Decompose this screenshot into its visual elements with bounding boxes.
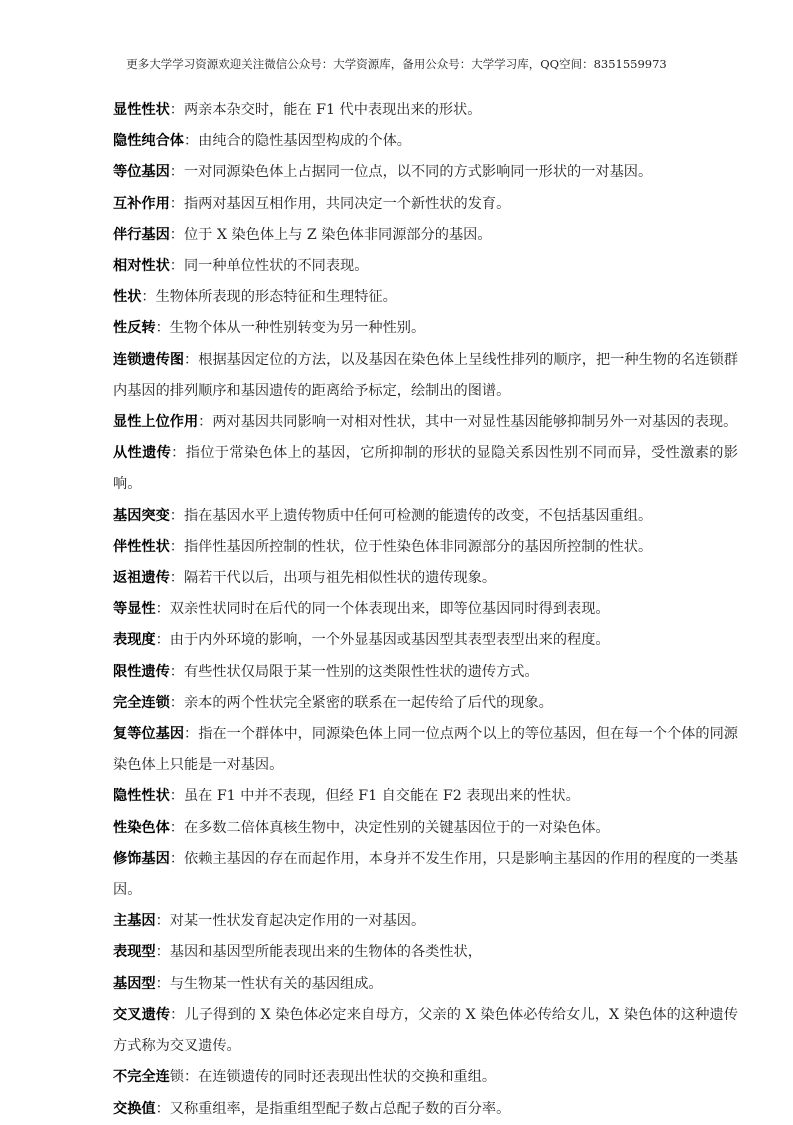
glossary-entry — [113, 282, 738, 313]
glossary-term: 主基因 — [113, 913, 156, 930]
glossary-term: 交换值 — [113, 1100, 156, 1117]
glossary-definition: ：基因和基因型所能表现出来的生物体的各类性状， — [155, 944, 482, 961]
glossary-term: 返祖遗传 — [113, 570, 170, 587]
glossary-term: 显性上位作用 — [113, 414, 199, 431]
glossary-entry — [113, 126, 738, 157]
glossary-term: 相对性状 — [113, 258, 170, 275]
glossary-definition: ：亲本的两个性状完全紧密的联系在一起传给了后代的现象。 — [169, 694, 553, 711]
glossary-definition: ：由于内外环境的影响，一个外显基因或基因型其表型表型出来的程度。 — [155, 632, 610, 649]
glossary-term: 伴性性状 — [113, 538, 170, 555]
glossary-entry — [113, 407, 738, 438]
glossary-term: 修饰基因 — [113, 850, 170, 867]
glossary-entry — [113, 501, 738, 532]
glossary-term: 表现型 — [113, 944, 156, 961]
glossary-term: 连锁遗传图 — [113, 351, 185, 368]
glossary-entry — [113, 251, 738, 282]
glossary-entry — [113, 563, 738, 594]
glossary-entry — [113, 594, 738, 625]
glossary-term: 交叉遗传 — [113, 1006, 171, 1023]
glossary-entry — [113, 937, 738, 968]
glossary-entry — [113, 157, 738, 188]
glossary-term: 基因型 — [113, 975, 156, 992]
glossary-definition: ：在多数二倍体真核生物中，决定性别的关键基因位于的一对染色体。 — [169, 819, 610, 836]
glossary-term: 互补作用 — [113, 195, 170, 212]
glossary-term: 从性遗传 — [113, 445, 172, 462]
glossary-entry — [113, 781, 738, 812]
glossary-definition: ：两亲本杂交时，能在 F1 代中表现出来的形状。 — [169, 102, 482, 118]
glossary-definition: ：位于 X 染色体上与 Z 染色体非同源部分的基因。 — [169, 226, 492, 243]
glossary-definition: ：由纯合的隐性基因型构成的个体。 — [183, 133, 411, 150]
glossary-entry — [113, 844, 738, 906]
glossary-entry — [113, 657, 738, 688]
glossary-entry — [113, 719, 738, 781]
glossary-term: 复等位基因 — [113, 726, 185, 743]
glossary-entry — [113, 625, 738, 656]
glossary-term: 表现度 — [113, 632, 156, 649]
glossary-definition: ：有些性状仅局限于某一性别的这类限性性状的遗传方式。 — [169, 663, 539, 680]
glossary-definition: ：隔若干代以后，出项与祖先相似性状的遗传现象。 — [169, 570, 497, 587]
glossary-entry — [113, 438, 738, 500]
glossary-entry — [113, 1000, 738, 1062]
glossary-definition: ：两对基因共同影响一对相对性状，其中一对显性基因能够抑制另外一对基因的表现。 — [198, 414, 738, 431]
glossary-definition: ：一对同源染色体上占据同一位点，以不同的方式影响同一形状的一对基因。 — [169, 164, 653, 181]
glossary-term: 完全连锁 — [113, 694, 170, 711]
glossary-term: 性反转 — [113, 320, 156, 337]
glossary-entry — [113, 906, 738, 937]
glossary-entry — [113, 220, 738, 251]
glossary-term: 性状 — [113, 289, 142, 306]
glossary-entry — [113, 813, 738, 844]
glossary-definition: ：同一种单位性状的不同表现。 — [169, 258, 369, 275]
glossary-term: 显性性状 — [113, 102, 170, 118]
glossary-definition: ：指位于常染色体上的基因，它所抑制的形状的显隐关系因性别不同而异，受性激素的影响。 — [113, 445, 738, 493]
glossary-definition: 锁：在连锁遗传的同时还表现出性状的交换和重组。 — [169, 1069, 497, 1086]
glossary-definition: ：依赖主基因的存在而起作用，本身并不发生作用，只是影响主基因的作用的程度的一类基因。 — [113, 850, 738, 899]
glossary-definition: ：生物个体从一种性别转变为另一种性别。 — [155, 320, 426, 337]
glossary — [113, 95, 738, 1125]
glossary-entry — [113, 532, 738, 563]
glossary-term: 伴行基因 — [113, 226, 170, 243]
glossary-definition: ：根据基因定位的方法，以及基因在染色体上呈线性排列的顺序，把一种生物的名连锁群内基因的排列顺序和基因遗传的距离给予标定，绘制出的图谱。 — [113, 351, 738, 399]
glossary-term: 性染色体 — [113, 819, 170, 836]
glossary-definition: ：生物体所表现的形态特征和生理特征。 — [141, 289, 397, 306]
glossary-entry — [113, 313, 738, 344]
glossary-definition: ：虽在 F1 中并不表现，但经 F1 自交能在 F2 表现出来的性状。 — [169, 788, 580, 805]
glossary-entry — [113, 95, 738, 126]
glossary-definition: ：指两对基因互相作用，共同决定一个新性状的发育。 — [169, 195, 511, 212]
glossary-term: 隐性性状 — [113, 788, 170, 805]
glossary-definition: ：指在基因水平上遗传物质中任何可检测的能遗传的改变，不包括基因重组。 — [169, 507, 653, 524]
glossary-term: 不完全连 — [113, 1069, 170, 1086]
glossary-definition: ：儿子得到的 X 染色体必定来自母方，父亲的 X 染色体必传给女儿，X 染色体的这种遗传方式称为交叉遗传。 — [113, 1006, 738, 1055]
glossary-entry — [113, 189, 738, 220]
glossary-definition: ：对某一性状发育起决定作用的一对基因。 — [155, 913, 426, 930]
glossary-entry — [113, 1094, 738, 1125]
glossary-entry — [113, 969, 738, 1000]
glossary-definition: ：又称重组率，是指重组型配子数占总配子数的百分率。 — [155, 1100, 511, 1117]
glossary-term: 等显性 — [113, 601, 156, 618]
page-header: 更多大学学习资源欢迎关注微信公众号：大学资源库，备用公众号：大学学习库，QQ空间：8351559973 — [126, 57, 667, 71]
glossary-definition: ：双亲性状同时在后代的同一个体表现出来，即等位基因同时得到表现。 — [155, 601, 610, 618]
glossary-entry — [113, 1062, 738, 1093]
glossary-definition: ：指伴性基因所控制的性状，位于性染色体非同源部分的基因所控制的性状。 — [169, 538, 653, 555]
glossary-entry — [113, 688, 738, 719]
glossary-term: 隐性纯合体 — [113, 133, 184, 150]
glossary-definition: ：指在一个群体中，同源染色体上同一位点两个以上的等位基因，但在每一个个体的同源染色体上只能是一对基因。 — [113, 726, 738, 774]
glossary-definition: ：与生物某一性状有关的基因组成。 — [155, 975, 383, 992]
glossary-term: 等位基因 — [113, 164, 170, 181]
glossary-term: 基因突变 — [113, 507, 170, 524]
glossary-term: 限性遗传 — [113, 663, 170, 680]
glossary-entry — [113, 345, 738, 407]
